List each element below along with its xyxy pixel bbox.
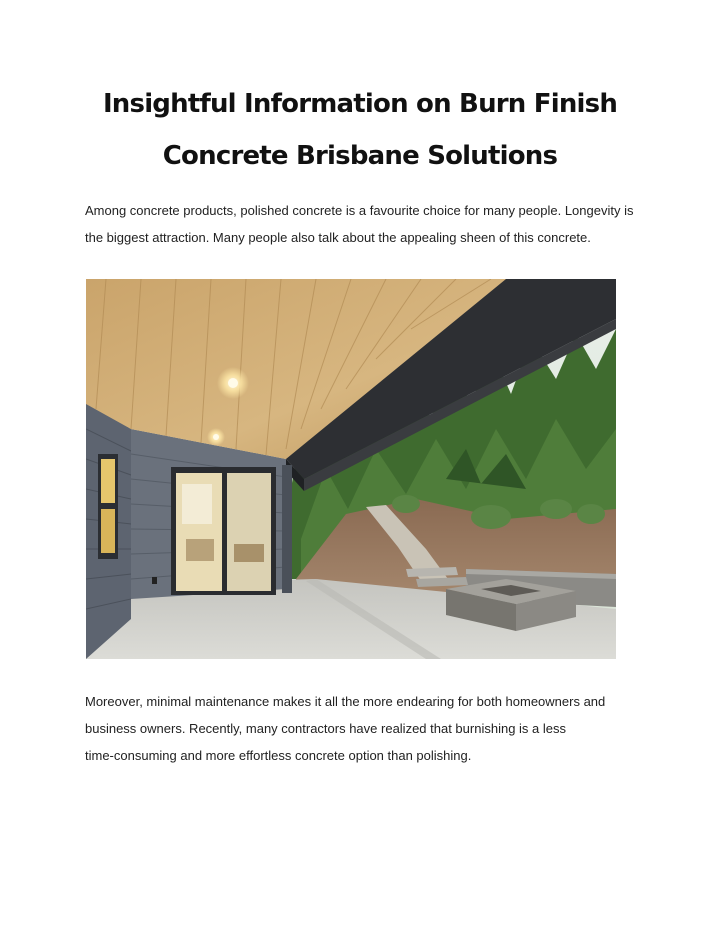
intro-paragraph bbox=[85, 197, 645, 251]
title-line-2: Concrete Brisbane Solutions bbox=[162, 141, 558, 171]
body-line-3: time-consuming and more effortless concrete option than polishing. bbox=[85, 748, 472, 763]
body-line-1: Moreover, minimal maintenance makes it all the more endearing for both homeowners and bbox=[85, 694, 606, 709]
body-line-2: business owners. Recently, many contractors have realized that burnishing is a less bbox=[85, 721, 566, 736]
intro-line-1: Among concrete products, polished concrete is a favourite choice for many people. Longevity is bbox=[85, 203, 634, 218]
body-paragraph bbox=[85, 688, 645, 769]
title-line-1: Insightful Information on Burn Finish bbox=[102, 89, 618, 119]
page-title bbox=[60, 78, 660, 182]
patio-photo bbox=[86, 279, 616, 659]
intro-line-2: the biggest attraction. Many people also talk about the appealing sheen of this concrete. bbox=[85, 230, 591, 245]
